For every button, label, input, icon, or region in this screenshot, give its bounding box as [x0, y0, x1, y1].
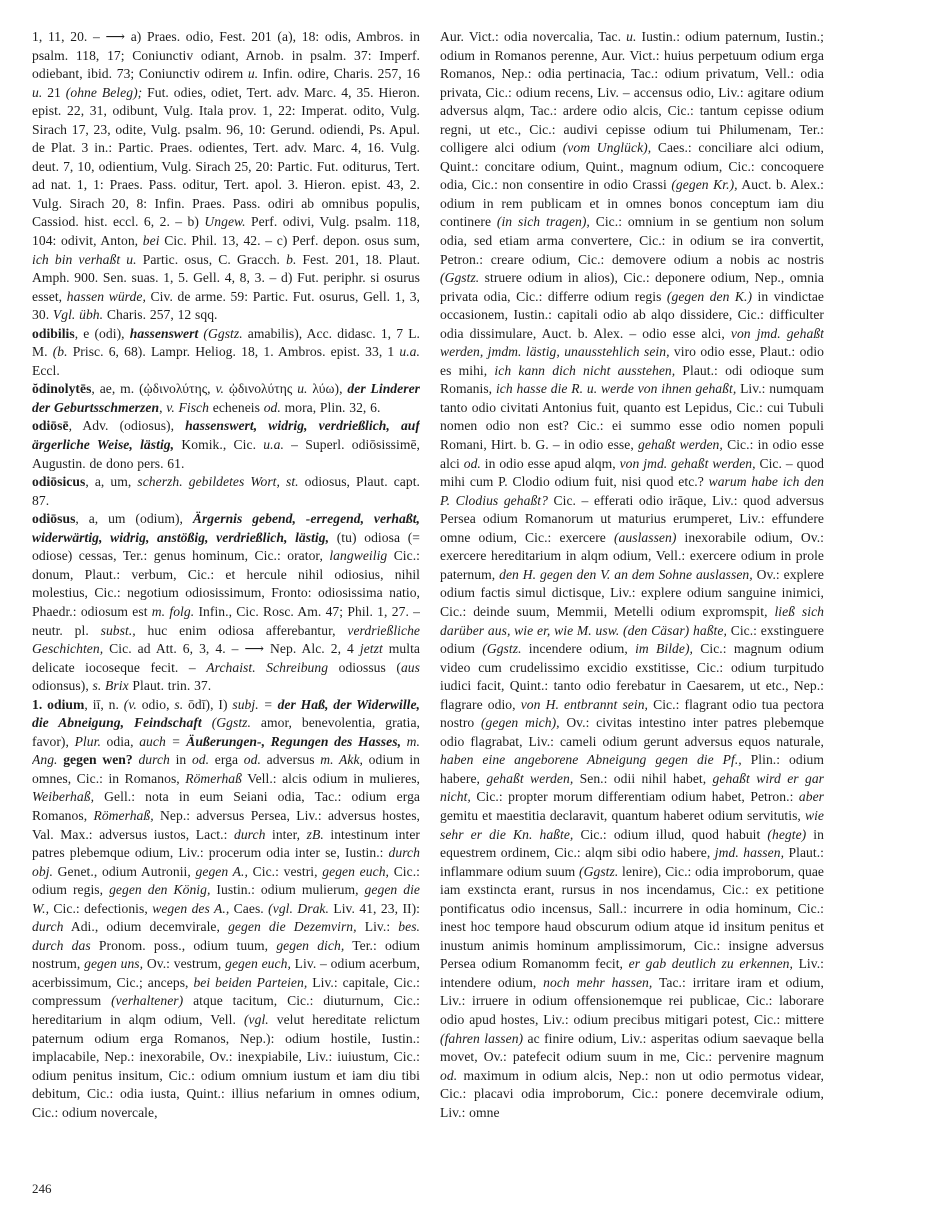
gloss-italic: (ohne Beleg); [65, 84, 143, 100]
entry-text: ᾠδινολύτης [224, 381, 298, 397]
entry-text: velut hereditate relictum paternum odium erga Romanos, Nep.): odium hostile, Iustin.: implacabile, Nep.: inexorabile, Ov.: inexpiabile, Liv.: iuiustum, Cic.: odium penitus insitum, Cic.: odium omnium iustum et iam diu tibi debitum, Cic.: odia iusta, Quint.: illius nefarium in omnes odium, Cic.: odium novercale, [32, 1011, 420, 1120]
entry-text: , ae, m. (ᾠδινολύτης, [91, 381, 216, 397]
dictionary-entry [32, 325, 420, 381]
entry-text: Ov.: vestrum, [143, 956, 226, 972]
gloss-italic: aber [798, 789, 824, 805]
gloss-italic: (gegen mich), [480, 715, 560, 731]
entry-text: Civ. de arme. 59: Partic. Fut. osurus, Gell. 1, 3, 30. [32, 288, 420, 323]
entry-text: Liv. – odium acerbum, acerbissimum, Cic.; anceps, [32, 956, 420, 990]
entry-text: odia, [100, 733, 140, 749]
dictionary-entry [32, 473, 420, 510]
gloss-italic: noch mehr hassen, [543, 974, 653, 990]
entry-text: odionsus), [32, 678, 93, 694]
entry-text: incendere odium, [521, 641, 636, 657]
gloss-italic: (Ggstz. [211, 715, 251, 731]
gloss-italic: (vgl. [243, 1011, 269, 1027]
gloss-italic: durch obj. [32, 845, 420, 879]
entry-text: mora, Plin. 32, 6. [280, 399, 381, 415]
gloss-italic: jmd. hassen, [714, 845, 785, 861]
entry-text: Genet., odium Autronii, [52, 863, 196, 879]
gloss-italic: durch [32, 919, 64, 935]
gloss-italic: von jmd. gehaßt werden, [619, 455, 756, 471]
entry-text: Plaut. trin. 37. [128, 678, 212, 694]
entry-text: Komik., Cic. [174, 437, 264, 453]
right-column [440, 28, 824, 1178]
translation-bold: der Linderer der Geburtsschmerzen [32, 381, 420, 415]
gloss-italic: (vgl. Drak. [268, 900, 329, 916]
entry-text: lenire), Cic.: odia improborum, quae iam exstincta erant, rursus in nos incendamus, Cic.: ex petitione pontificatus odio incensus, Sall.: incurrere in odia hominum, Cic.: inest hoc tempore haud obscurum odium atque id insitum penitus et inustum animis hominum amplissimorum, Cic.: insigne adversus Persea odium Romanomm fecit, [440, 863, 824, 972]
entry-text: Cic.: in odio esse alci [440, 437, 824, 471]
entry-text: Liv.: [356, 919, 399, 935]
entry-text: Liv.: capitale, Cic.: compressum [32, 974, 420, 1009]
entry-text: Infin., Cic. Rosc. Am. 47; Phil. 1, 27. – neutr. pl. [32, 603, 420, 638]
entry-text: in [169, 752, 192, 768]
gloss-italic: u. [626, 29, 637, 44]
gloss-italic: subj. = [232, 696, 278, 712]
gloss-italic: Ungew. [204, 214, 246, 230]
gloss-italic: Römerhaß [185, 770, 243, 786]
entry-text: (tu) odiosa (= odiose) cessas, Ter.: genus hominum, Cic.: orator, [32, 529, 420, 564]
gloss-italic: gegen uns, [84, 956, 144, 972]
translation-bold: Äußerungen-, Regungen des Hasses, [186, 733, 402, 749]
entry-text: Fest. 201, 18. Plaut. Amph. 900. Sen. suas. 1, 5. Gell. 4, 8, 3. – d) Fut. periphr. si osurus esset, [32, 251, 420, 304]
entry-text: Infin. odire, Charis. 257, 16 [258, 66, 420, 82]
entry-text: viro odio esse, Plaut.: odio es mihi, [440, 344, 824, 378]
entry-text: Liv.: intendere odium, [440, 956, 824, 990]
entry-text: , a, um, [85, 474, 138, 490]
entry-text: , e (odi), [74, 325, 130, 341]
entry-text: Cic.: magnum odium video cum crudelissimo excidio exstitisse, Cic.: odium turpitudo iudici facit, Quint.: tanto odio ferebatur in Caesarem, ut etc., Nep.: flagrare odio, [440, 641, 824, 712]
entry-text: huc enim odiosa afferebantur, [135, 622, 348, 638]
entry-text: Cic.: exstinguere odium [440, 622, 824, 657]
gloss-italic: (hegte) [767, 826, 807, 842]
gloss-italic: warum habe ich den P. Clodius gehaßt? [440, 474, 824, 508]
gloss-italic: gehaßt werden, [486, 770, 574, 786]
gloss-italic: scherzh. gebildetes Wort, st. [137, 474, 299, 490]
entry-text: Cic.: odium regis, [32, 863, 420, 898]
gloss-italic: gegen euch, [322, 863, 389, 879]
entry-text: 1, 11, 20. – ⟶ a) Praes. odio, Fest. 201 (a), 18: odis, Ambros. in psalm. 118, 17; Coniunctiv odiant, Arnob. in psalm. 37: Imperf. odiebant, ibid. 73; Coniunctiv odirem [32, 29, 420, 82]
gloss-italic: u. [247, 66, 259, 82]
gloss-italic: m. Akk, [320, 752, 363, 768]
headword: 1. odium [32, 696, 85, 712]
gloss-italic: durch [138, 752, 170, 768]
dictionary-entry [32, 510, 420, 695]
gloss-italic: od. [191, 752, 210, 768]
entry-text: Cic.: donum, Plaut.: verbum, Cic.: et hercule nihil odiosius, nihil molestius, Cic.: negotium odiosissimum, Fronto: odiosissima natio, Phaedr.: odiosum est [32, 548, 420, 619]
headword: ŏdinolytēs [32, 381, 92, 397]
entry-text: Plin.: odium habere, [440, 752, 824, 786]
dictionary-entry [32, 417, 420, 473]
gloss-italic: er gab deutlich zu erkennen, [628, 956, 793, 972]
entry-text: in vindictae occasionem, Iustin.: capitali odio ab alqo dissidere, Cic.: difficulter odia dissimulare, Auct. b. Alex. – odio esse alci, [440, 288, 824, 341]
entry-text: Cic.: omnium in se gentium non solum odia, sed etiam arma convertere, Cic.: in odium se ira convertit, Petron.: creare odium, Cic.: demovere odium a nobis ac nostris [440, 214, 824, 267]
gloss-italic: gehaßt wird er gar nicht, [440, 770, 824, 805]
entry-text: – Superl. odiōsissimē, Augustin. de dono pers. 61. [32, 437, 420, 471]
entry-text: , iī, n. [84, 696, 124, 712]
gloss-italic: gehaßt werden, [638, 437, 723, 453]
gloss-italic: gegen euch, [225, 956, 291, 972]
gloss-italic: Weiberhaß, [32, 789, 95, 805]
gloss-italic: von H. entbrannt sein, [520, 696, 648, 712]
gloss-italic: Archaist. Schreibung [206, 659, 329, 675]
page-number: 246 [32, 1181, 52, 1196]
entry-text: Cic. Phil. 13, 42. – c) Perf. depon. osus sum, [159, 233, 420, 249]
gloss-italic: subst., [100, 622, 136, 638]
entry-text: struere odium in alios), Cic.: deponere odium, Nep., omnia privata odia, Cic.: differre odium regis [440, 270, 824, 304]
gloss-italic: u.a. [263, 437, 284, 453]
gloss-italic: v. Fisch [166, 399, 209, 415]
entry-text: Plaut.: inflammare odium suum [440, 845, 824, 879]
entry-text: Cic.: flagrant odio tua pectora nostro [440, 696, 824, 731]
translation-bold: hassenswert, widrig, verdrießlich, auf ärgerliche Weise, lästig, [32, 418, 420, 453]
entry-text: Fut. odies, odiet, Tert. adv. Marc. 4, 35. Hieron. epist. 22, 31, odibunt, Vulg. Itala prov. 1, 22: Imperat. odito, Vulg. Sirach 17, 23, odite, Vulg. psalm. 96, 10: Gerund. odiendi, Ps. Apul. de Plat. 3 in.: Partic. Praes. odientes, Tert. adv. Marc. 4, 16. Vulg. deut. 7, 10, odientium, Vulg. Sirach 25, 20: Partic. Fut. oditurus, Tert. ad nat. 1, 1: Praes. Pass. oditur, Tert. apol. 3. Hieron. epist. 43, 2. Vulg. Sirach 20, 8: Infin. Praes. Pass. odiri ab omnibus populis, Cassiod. hist. eccl. 6, 2. – b) [32, 84, 420, 230]
gloss-italic: wegen des A., [152, 900, 230, 916]
entry-text: adversus [260, 752, 321, 768]
translation-bold: hassenswert [129, 325, 199, 341]
gloss-italic: gegen dich, [276, 937, 345, 953]
gloss-italic: gegen die W., [32, 882, 420, 916]
entry-text: Cic.: defectionis, [49, 900, 153, 916]
gloss-italic: ich hasse die R. u. werde von ihnen gehaßt, [495, 381, 737, 397]
entry-text: Cic.: odium illud, quod habuit [573, 826, 768, 842]
gloss-italic: od. [463, 455, 481, 471]
gloss-italic: (in sich tragen), [496, 214, 590, 230]
entry-text: Cic.: vestri, [247, 863, 323, 879]
entry-text: Liv. 41, 23, II): [328, 900, 420, 916]
entry-text: odiosus, Plaut. capt. 87. [32, 474, 420, 508]
gloss-italic: langweilig [329, 548, 388, 564]
entry-text: echeneis [209, 399, 264, 415]
gloss-italic: (gegen Kr.), [671, 177, 738, 193]
gloss-italic: m. folg. [151, 603, 195, 619]
entry-text: maximum in odium alcis, Nep.: non ut odio permotus videar, Cic.: placavi odia improborum, Cic.: ponere decemvirale odium, Liv.: omne [440, 1067, 824, 1120]
headword: odiōsicus [32, 474, 86, 490]
entry-text: Adi., odium decemvirale, [63, 919, 229, 935]
gloss-italic: u. [297, 381, 308, 397]
entry-text: in odio esse apud alqm, [480, 455, 620, 471]
entry-text: Caes. [229, 900, 269, 916]
entry-text: Nep.: adversus Persea, Liv.: adversus hostes, Val. Max.: adversus iustos, Lact.: [32, 807, 420, 842]
gloss-italic: von jmd. gehaßt werden, jmdm. lästig, unausstehlich sein, [440, 325, 824, 360]
entry-text: Iustin.: odium paternum, Iustin.; odium in Romanos perenne, Aur. Vict.: huius perpetuum odium erga Romanos, Nep.: odia pertinacia, Tac.: odium privatum, Vell.: odia privata, Cic.: odium recens, Liv. – accensus odio, Liv.: agitare odium adversus alqm, Tac.: ardere odio alcis, Cic.: tantum cepisse odium regni, ut etc., Cic.: audivi cepisse odium tui Philumenam, Ter.: colligere alci odium [440, 29, 824, 156]
dictionary-entry [32, 28, 420, 325]
gloss-italic: durch [233, 826, 266, 842]
entry-text: Plaut.: odi odioque sum Romanis, [440, 362, 824, 397]
gloss-italic: hassen würde, [66, 288, 146, 304]
entry-text: Cic. – quod mihi cum P. Clodio odium fuit, nisi quod etc.? [440, 455, 824, 490]
gloss-italic: u.a. [399, 344, 420, 360]
gloss-italic: (Ggstz. [203, 325, 243, 341]
entry-text: Pronom. poss., odium tuum, [90, 937, 277, 953]
entry-text: Vell.: alcis odium in mulieres, [242, 770, 420, 786]
entry-text: ōdī), I) [183, 696, 233, 712]
entry-text: Auct. b. Alex.: odium in rem publicam et in omnes bonos conceptum iam diu continere [440, 177, 824, 230]
entry-text: Ov.: civitas intestino inter patres plebemque odio flagrabat, Liv.: cameli odium gerunt adversus equos naturale, [440, 715, 824, 749]
entry-text: amabilis), Acc. didasc. 1, 7 L. M. [32, 325, 420, 360]
gloss-italic: (Ggstz. [440, 270, 480, 286]
gloss-italic: im Bilde), [635, 641, 693, 657]
gloss-italic: od. [440, 1067, 458, 1083]
gloss-italic: Plur. [74, 733, 101, 749]
gloss-italic: jetzt [359, 641, 383, 657]
entry-text: inexorabile odium, Ov.: exercere hereditarium in alqm odium, Vell.: exercere odium in prole paternum, [440, 529, 824, 582]
gloss-italic: ließ sich darüber aus, wie er, wie M. usw. (den Cäsar) haßte, [440, 603, 824, 638]
entry-text: Tac.: irritare iram et odium, Liv.: irruere in odium offensionemque rei publicae, Cic.: laborare odio apud hostes, Liv.: odium precibus mitigari potest, Cic.: mittere [440, 974, 824, 1027]
gloss-italic: den H. gegen den V. an dem Sohne auslassen, [499, 566, 753, 582]
headword: odiōsē [32, 418, 69, 434]
headword: odibilis [32, 325, 75, 341]
gloss-italic: Römerhaß, [93, 807, 154, 823]
gloss-italic: aus [400, 659, 420, 675]
entry-text: intestinum inter patres plebemque odium, Liv.: procerum odia inter se, Iustin.: [32, 826, 420, 861]
entry-text: 21 [42, 84, 66, 100]
gloss-italic: m. Ang. [32, 733, 420, 768]
gloss-italic: (v. [123, 696, 137, 712]
entry-text: in equestrem ordinem, Cic.: alqm sibi odio habere, [440, 826, 824, 861]
gloss-italic: bei beiden Parteien, [193, 974, 308, 990]
gloss-italic: zB. [306, 826, 324, 842]
entry-text: Cic. – efferati odio irāque, Liv.: quod adversus Persea odium Romanorum ut maturius erumperet, Liv.: effundere omne odium, Cic.: exercere [440, 492, 824, 545]
entry-text: Eccl. [32, 362, 60, 378]
gloss-italic: ich kann dich nicht ausstehen, [494, 362, 676, 378]
entry-text: ac finire odium, Liv.: asperitas odium saevaque bella movet, Ov.: patefecit odium suum in me, Cic.: pervenire magnum [440, 1030, 824, 1065]
gloss-italic: haben eine angeborene Abneigung gegen die Pf., [440, 752, 742, 768]
entry-text: Prisc. 6, 68). Lampr. Heliog. 18, 1. Ambros. epist. 33, 1 [67, 344, 400, 360]
dictionary-entry [32, 380, 420, 417]
gloss-italic: gegen den König, [109, 882, 211, 898]
entry-text: gemitu et maestitia declaravit, quantum haberet odium servitutis, [440, 807, 805, 823]
gloss-italic: s. Brix [92, 678, 129, 694]
gloss-italic: b. [286, 251, 297, 267]
entry-text: Sen.: odii nihil habet, [573, 770, 713, 786]
entry-text: odiossus ( [328, 659, 401, 675]
translation-bold: Ärgernis gebend, -erregend, verhaßt, widerwärtig, widrig, anstößig, verdrießlich, lästig, [32, 511, 420, 545]
entry-text: amor, benevolentia, gratia, favor), [32, 715, 420, 749]
gloss-italic: verdrießliche Geschichten, [32, 622, 420, 657]
entry-text: , a, um (odium), [75, 511, 193, 527]
entry-text: odio, [136, 696, 175, 712]
entry-text: Gell.: nota in eum Seiani odia, Tac.: odium erga Romanos, [32, 789, 420, 823]
entry-text: inter, [265, 826, 307, 842]
entry-text: Ter.: odium nostrum, [32, 937, 420, 972]
gloss-italic: bei [142, 233, 160, 249]
entry-text: Charis. 257, 12 sqq. [103, 307, 218, 323]
translation-bold: der Haß, der Widerwille, die Abneigung, Feindschaft [32, 696, 420, 731]
entry-text: λύω), [307, 381, 348, 397]
gloss-italic: (vom Unglück), [562, 140, 652, 156]
entry-text: , Adv. (odiosus), [68, 418, 186, 434]
dictionary-entry [440, 28, 824, 1122]
gloss-italic: (b. [52, 344, 68, 360]
entry-text: Cic.: propter morum differentiam odium habet, Petron.: [470, 789, 799, 805]
entry-text: atque tacitum, Cic.: diuturnum, Cic.: hereditarium in alqm odium, Vell. [32, 993, 420, 1027]
gloss-italic: auch = [139, 733, 187, 749]
headword: gegen wen? [63, 752, 133, 768]
entry-text: multa delicate iocoseque fecit. – [32, 641, 420, 675]
entry-text [202, 715, 212, 730]
entry-text: Perf. odivi, Vulg. psalm. 118, 104: odivit, Anton, [32, 214, 420, 249]
gloss-italic: (auslassen) [613, 529, 677, 545]
gloss-italic: (verhaltener) [111, 993, 184, 1009]
gloss-italic: ich bin verhaßt u. [32, 251, 137, 267]
entry-text: erga [209, 752, 244, 768]
gloss-italic: Vgl. übh. [52, 307, 104, 323]
gloss-italic: od. [243, 752, 261, 768]
gloss-italic: (gegen den K.) [666, 288, 753, 304]
entry-text: Partic. osus, C. Gracch. [136, 251, 287, 267]
dictionary-entry [32, 696, 420, 1123]
entry-text: odium in omnes, Cic.: in Romanos, [32, 752, 420, 786]
gloss-italic: (Ggstz. [482, 641, 522, 657]
entry-text: Iustin.: odium mulierum, [210, 882, 365, 898]
gloss-italic: wie sehr er die Kn. haßte, [440, 807, 824, 842]
entry-text: , [159, 399, 167, 415]
entry-text: Liv.: numquam tanto odio civitati Antonius fuit, quanto est Lepidus, Cic.: cui Tubuli nomen odio non est? Cic.: ei summo esse odio nomen populi Romani, Hirt. b. G. – in odio esse, [440, 381, 824, 453]
gloss-italic: (Ggstz. [579, 863, 619, 879]
left-column [32, 28, 420, 1178]
gloss-italic: gegen A., [195, 863, 248, 879]
entry-text: Caes.: conciliare alci odium, Quint.: concitare odium, Quint., magnum odium, Cic.: concoquere odia, Cic.: non consentire in odio Crassi [440, 140, 824, 193]
gloss-italic: bes. durch das [32, 919, 420, 953]
gloss-italic: gegen die Dezemvirn, [228, 919, 357, 935]
entry-text: Cic. ad Att. 6, 3, 4. – ⟶ Nep. Alc. 2, 4 [103, 641, 360, 657]
headword: odiōsus [32, 511, 76, 527]
gloss-italic: u. [32, 84, 43, 100]
entry-text: Aur. Vict.: odia novercalia, Tac. [440, 29, 627, 44]
gloss-italic: od. [263, 399, 281, 415]
gloss-italic: v. [215, 381, 224, 397]
gloss-italic: s. [174, 696, 184, 712]
gloss-italic: (fahren lassen) [440, 1030, 524, 1046]
entry-text: Ov.: explere odium factis simul dictisque, Liv.: explere odium sanguine inimici, Cic.: deinde suum, Memmii, Metelli odium expromspit, [440, 566, 824, 619]
